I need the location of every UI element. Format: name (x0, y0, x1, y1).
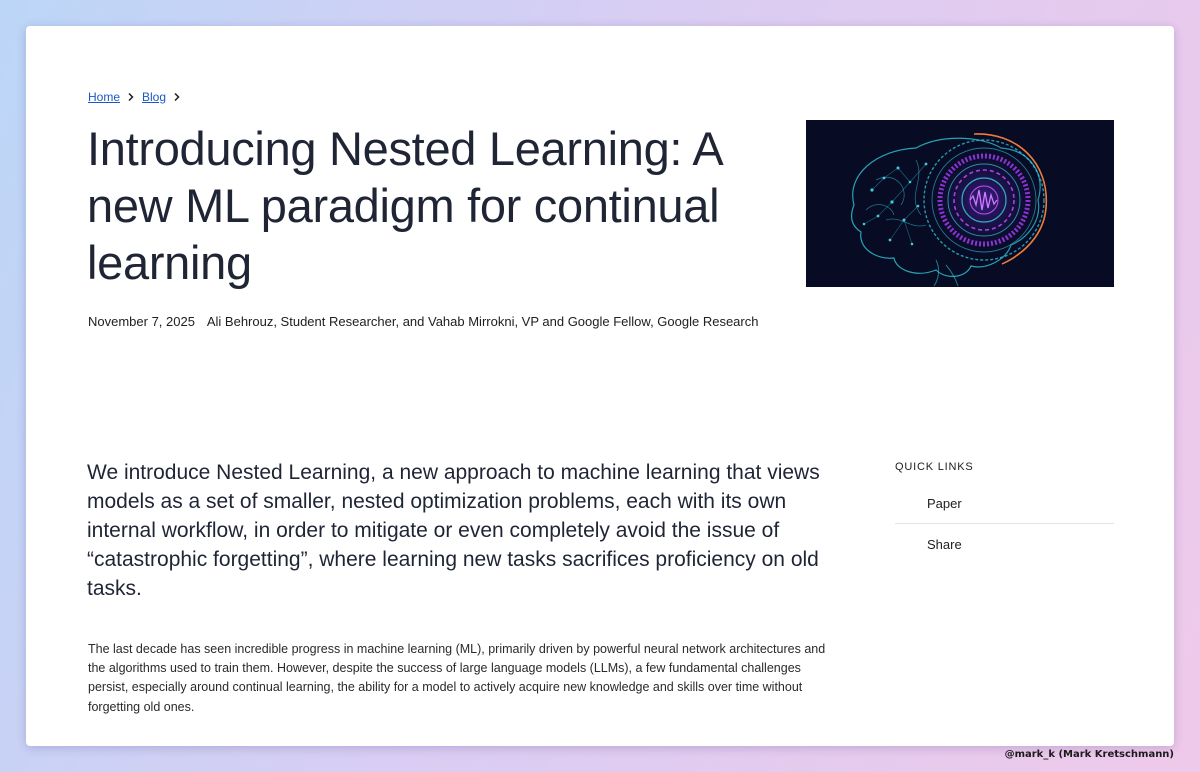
breadcrumb-home-link[interactable]: Home (88, 90, 121, 104)
chevron-right-icon (123, 89, 139, 105)
chevron-right-icon (169, 89, 185, 105)
body-paragraph: The last decade has seen incredible progress in machine learning (ML), primarily driven by powerful neural network architectures and the algorithms used to train them. However, despite the success of large language models (LLMs), a few fundamental challenges persist, especially around continual learning, the ability for a model to actively acquire new knowledge and skills over time without forgetting old ones. (88, 642, 826, 714)
breadcrumb (88, 88, 188, 106)
article-meta (88, 314, 758, 329)
breadcrumb-blog-link[interactable]: Blog (142, 90, 167, 104)
article-card (26, 26, 1174, 746)
quick-links-divider (895, 523, 1114, 524)
hero-image (806, 120, 1114, 287)
lead-paragraph: We introduce Nested Learning, a new approach to machine learning that views models as a set of smaller, nested optimization problems, each with its own internal workflow, in order to mitigate or even completely avoid the issue of “catastrophic forgetting”, where learning new tasks sacrifices proficiency on old tasks. (87, 461, 820, 600)
quick-links (895, 461, 1114, 554)
article-title: Introducing Nested Learning: A new ML paradigm for continual learning (87, 122, 721, 289)
quick-link-share[interactable]: Share (927, 537, 962, 552)
quick-link-paper[interactable]: Paper (927, 496, 962, 511)
publish-date: November 7, 2025 (88, 314, 195, 329)
quick-links-title: QUICK LINKS (895, 461, 974, 473)
watermark-credit: @mark_k (Mark Kretschmann) (1004, 749, 1174, 760)
author-line: Ali Behrouz, Student Researcher, and Vahab Mirrokni, VP and Google Fellow, Google Research (206, 314, 759, 329)
brain-illustration (806, 120, 1114, 287)
